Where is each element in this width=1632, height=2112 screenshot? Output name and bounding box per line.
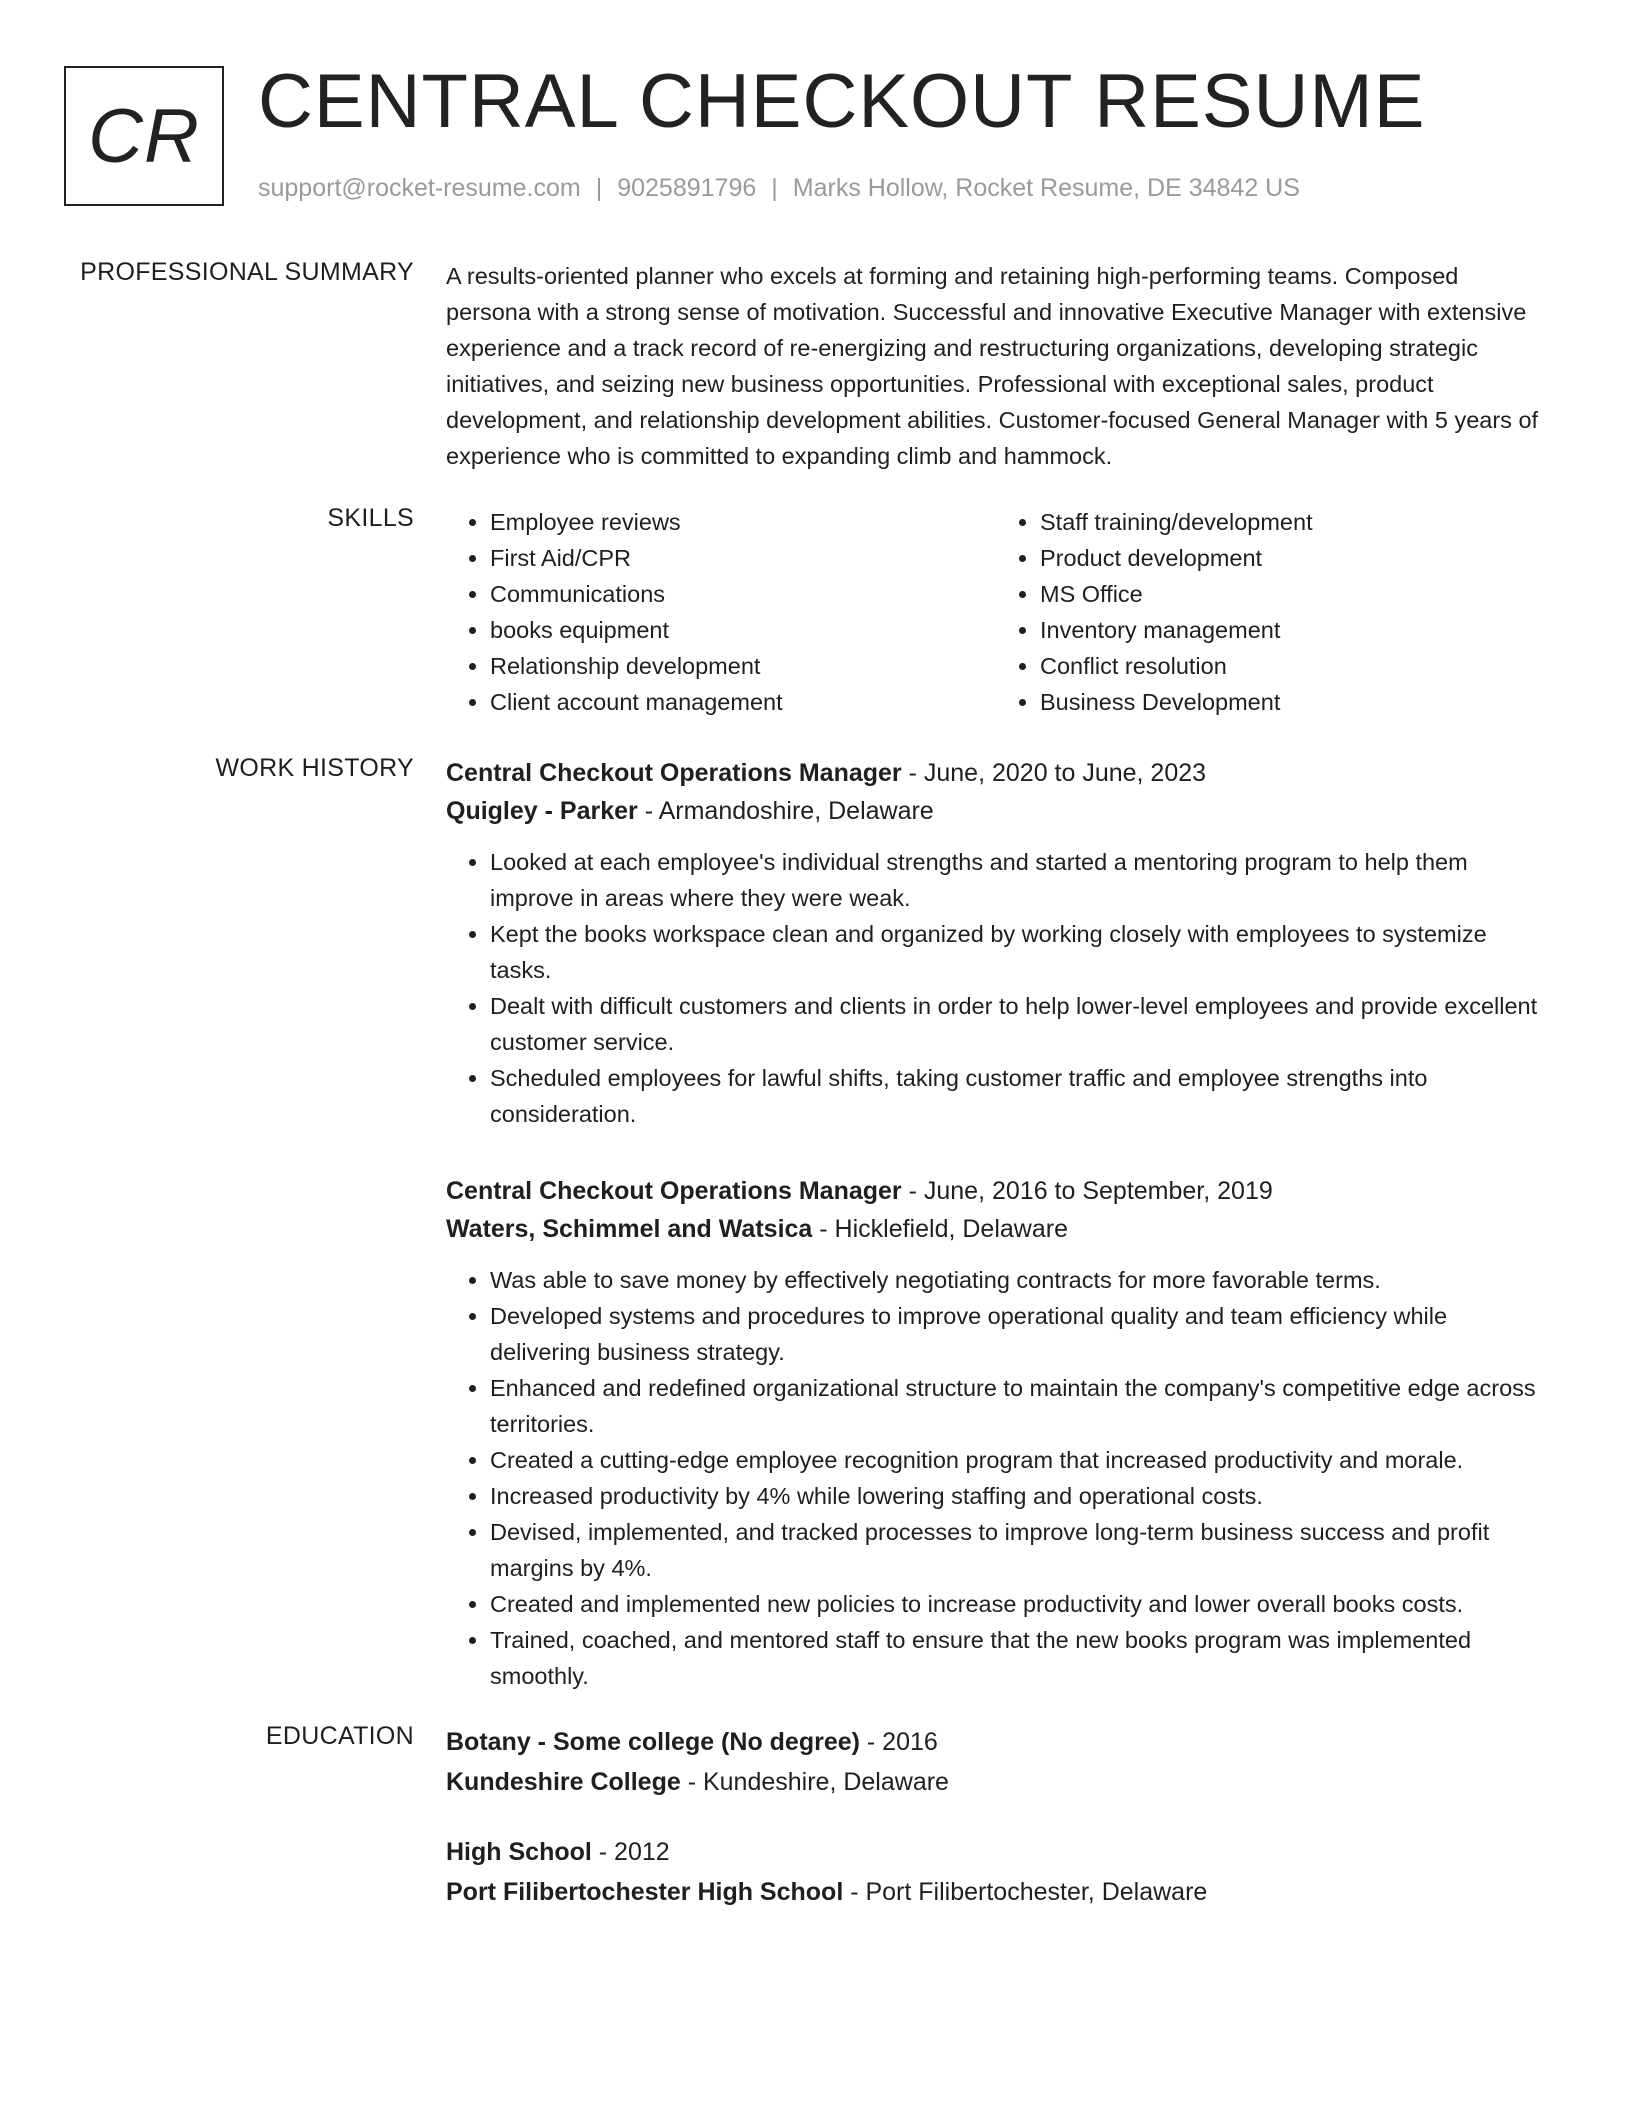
work-title: WORK HISTORY: [215, 754, 414, 782]
education-year: - 2016: [859, 1728, 938, 1756]
job-dates: - June, 2020 to June, 2023: [901, 759, 1207, 787]
contact-line: [258, 174, 1300, 203]
education-school: Kundeshire College: [446, 1768, 681, 1796]
job-bullet: • Trained, coached, and mentored staff to ensure that the new books program was implemented smoothly.: [490, 1622, 1546, 1694]
contact-separator: |: [771, 174, 778, 202]
skill-item: • Relationship development: [490, 648, 996, 684]
job-bullet: • Developed systems and procedures to improve operational quality and team efficiency while delivering business strategy.: [490, 1298, 1546, 1370]
skill-item: • MS Office: [1040, 576, 1546, 612]
contact-address: Marks Hollow, Rocket Resume, DE 34842 US: [792, 174, 1300, 202]
job-bullets: [446, 844, 1546, 1132]
education-school: Port Filibertochester High School: [446, 1878, 844, 1906]
resume-name: CENTRAL CHECKOUT RESUME: [258, 59, 1426, 144]
job-location: - Hicklefield, Delaware: [812, 1215, 1068, 1243]
skill-item: • Employee reviews: [490, 504, 996, 540]
job-bullet: • Devised, implemented, and tracked processes to improve long-term business success and profit margins by 4%.: [490, 1514, 1546, 1586]
skill-item: • First Aid/CPR: [490, 540, 996, 576]
job-location: - Armandoshire, Delaware: [637, 797, 934, 825]
job-bullet: • Dealt with difficult customers and clients in order to help lower-level employees and provide excellent customer service.: [490, 988, 1546, 1060]
skill-item: • Business Development: [1040, 684, 1546, 720]
job-role-line: [446, 1172, 1546, 1210]
job-bullet: • Enhanced and redefined organizational structure to maintain the company's competitive edge across territories.: [490, 1370, 1546, 1442]
skill-item: • Inventory management: [1040, 612, 1546, 648]
job-bullet: • Was able to save money by effectively negotiating contracts for more favorable terms.: [490, 1262, 1546, 1298]
education-entry: [446, 1832, 1546, 1912]
education-school-line: [446, 1872, 1546, 1912]
skill-item: • books equipment: [490, 612, 996, 648]
education-degree: High School: [446, 1838, 592, 1866]
work-body: [446, 754, 1546, 1734]
job-company-line: [446, 792, 1546, 830]
summary-text: A results-oriented planner who excels at forming and retaining high-performing teams. Composed persona with a strong sense of motivation. Successful and innovative Executive Manager with extensive experience and a track record of re-energizing and restructuring organizations, developing strategic initiatives, and seizing new business opportunities. Professional with exceptional sales, product development, and relationship development abilities. Customer-focused General Manager with 5 years of experience who is committed to expanding climb and hammock.: [446, 263, 1539, 469]
job-role: Central Checkout Operations Manager: [446, 1177, 902, 1205]
skills-body: [446, 504, 1546, 720]
job-bullet: • Looked at each employee's individual strengths and started a mentoring program to help them improve in areas where they were weak.: [490, 844, 1546, 916]
skills-title: SKILLS: [327, 504, 414, 532]
job-role-line: [446, 754, 1546, 792]
education-location: - Port Filibertochester, Delaware: [843, 1878, 1208, 1906]
education-body: [446, 1722, 1546, 1942]
job-dates: - June, 2016 to September, 2019: [901, 1177, 1273, 1205]
contact-email: support@rocket-resume.com: [258, 174, 581, 202]
education-degree-line: [446, 1832, 1546, 1872]
contact-separator: |: [595, 174, 603, 202]
skill-item: • Staff training/development: [1040, 504, 1546, 540]
summary-title: PROFESSIONAL SUMMARY: [80, 258, 414, 286]
skills-column-left: [446, 504, 996, 720]
skill-item: • Communications: [490, 576, 996, 612]
job-company: Waters, Schimmel and Watsica: [446, 1215, 813, 1243]
education-year: - 2012: [591, 1838, 670, 1866]
skill-item: • Product development: [1040, 540, 1546, 576]
job-role: Central Checkout Operations Manager: [446, 759, 902, 787]
job-bullet: • Created and implemented new policies to increase productivity and lower overall books costs.: [490, 1586, 1546, 1622]
monogram-logo: CR: [64, 66, 224, 206]
job-company: Quigley - Parker: [446, 797, 638, 825]
summary-body: [446, 258, 1546, 474]
contact-phone: 9025891796: [617, 174, 757, 202]
education-title: EDUCATION: [265, 1722, 414, 1750]
education-degree-line: [446, 1722, 1546, 1762]
education-entry: [446, 1722, 1546, 1802]
education-degree: Botany - Some college (No degree): [446, 1728, 860, 1756]
education-location: - Kundeshire, Delaware: [680, 1768, 949, 1796]
skill-item: • Conflict resolution: [1040, 648, 1546, 684]
skill-item: • Client account management: [490, 684, 996, 720]
education-school-line: [446, 1762, 1546, 1802]
job-bullet: • Increased productivity by 4% while lowering staffing and operational costs.: [490, 1478, 1546, 1514]
job-bullet: • Scheduled employees for lawful shifts, taking customer traffic and employee strengths into consideration.: [490, 1060, 1546, 1132]
job-bullet: • Created a cutting-edge employee recognition program that increased productivity and morale.: [490, 1442, 1546, 1478]
skills-column-right: [996, 504, 1546, 720]
job-bullets: [446, 1262, 1546, 1694]
job-entry: [446, 754, 1546, 1132]
job-entry: [446, 1172, 1546, 1694]
job-company-line: [446, 1210, 1546, 1248]
job-bullet: • Kept the books workspace clean and organized by working closely with employees to systemize tasks.: [490, 916, 1546, 988]
